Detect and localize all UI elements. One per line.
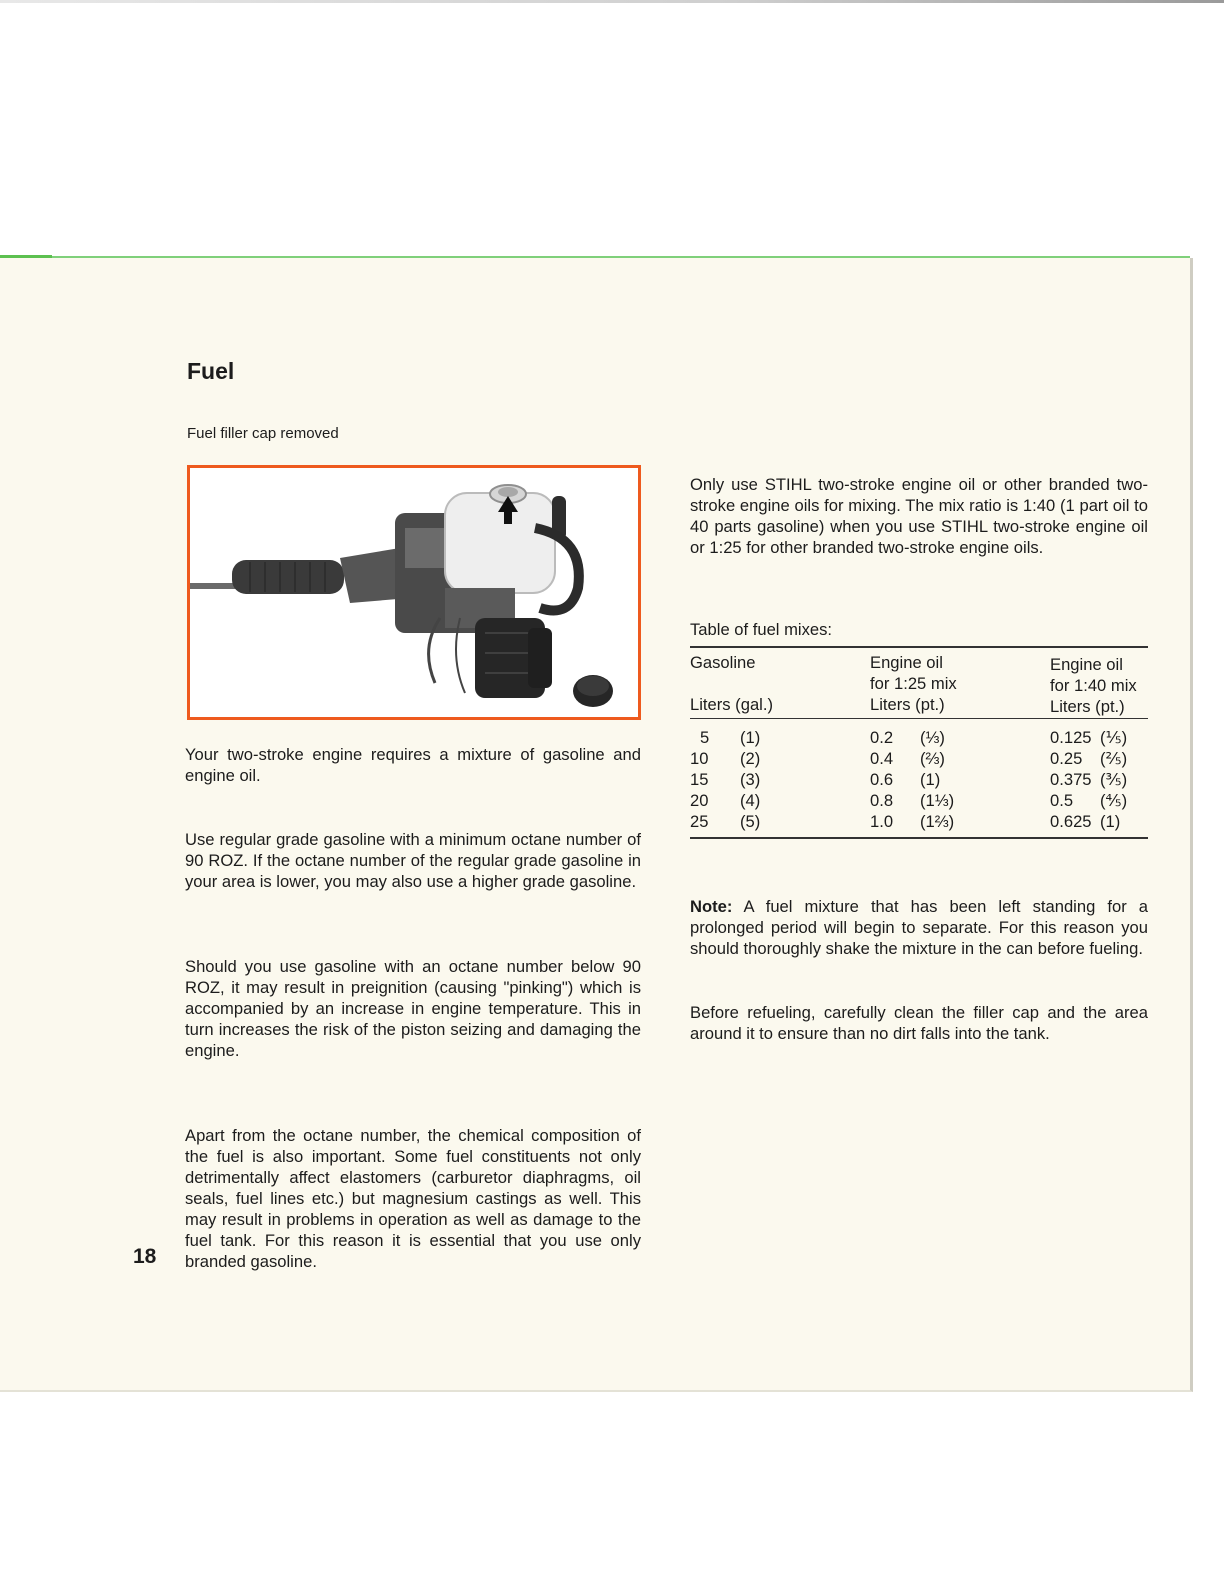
header-gasoline: Gasoline Liters (gal.) <box>690 652 773 714</box>
table-row: 15 (3) 0.6 (1) 0.375 (⅗) <box>690 770 1128 789</box>
header-oil-1-25: Engine oil for 1:25 mix Liters (pt.) <box>870 652 957 714</box>
intro-paragraph: Your two-stroke engine requires a mixture of gasoline and engine oil. <box>185 745 641 785</box>
table-row: 25 (5) 1.0 (1⅔) 0.625 (1) <box>690 812 1121 831</box>
note-label: Note: <box>690 897 733 916</box>
note-paragraph <box>690 896 1148 959</box>
table-header <box>690 648 1148 718</box>
fuel-mix-table <box>690 646 1148 839</box>
engine-photo-frame <box>187 465 641 720</box>
page-title: Fuel <box>187 358 235 384</box>
figure-caption: Fuel filler cap removed <box>187 425 339 442</box>
table-row: 10 (2) 0.4 (⅔) 0.25 (⅖) <box>690 749 1128 768</box>
note-text: A fuel mixture that has been left standing for a prolonged period will begin to separate. For this reason you should thoroughly shake the mixture in the can before fueling. <box>690 897 1148 958</box>
refuel-paragraph: Before refueling, carefully clean the filler cap and the area around it to ensure than no dirt falls into the tank. <box>690 1003 1148 1043</box>
table-bottom-rule <box>690 837 1148 839</box>
page-number: 18 <box>133 1245 157 1268</box>
table-title: Table of fuel mixes: <box>690 620 833 639</box>
preignition-paragraph: Should you use gasoline with an octane number below 90 ROZ, it may result in preignition (causing "pinking") which is accompanied by an increase in engine temperature. This in turn increases the risk of the piston seizing and damaging the engine. <box>185 957 641 1060</box>
octane-paragraph: Use regular grade gasoline with a minimum octane number of 90 ROZ. If the octane number of the regular grade gasoline in your area is lower, you may also use a higher grade gasoline. <box>185 830 641 891</box>
mix-ratio-paragraph: Only use STIHL two-stroke engine oil or other branded two-stroke engine oils for mixing. The mix ratio is 1:40 (1 part oil to 40 parts gasoline) when you use STIHL two-stroke engine oil or 1:25 for other branded two-stroke engine oils. <box>690 475 1148 557</box>
composition-paragraph: Apart from the octane number, the chemical composition of the fuel is also important. Some fuel constituents not only detrimentally affect elastomers (carburetor diaphragms, oil seals, fuel lines etc.) but magnesium castings as well. This may result in problems in operation as well as damage to the fuel tank. For this reason it is essential that you use only branded gasoline. <box>185 1126 641 1271</box>
table-row: 5 (1) 0.2 (⅓) 0.125 (⅕) <box>700 728 1128 747</box>
engine-photo <box>190 468 638 717</box>
table-body <box>690 719 1148 837</box>
scan-top-edge <box>0 0 1224 3</box>
table-row: 20 (4) 0.8 (1⅓) 0.5 (⅘) <box>690 791 1128 810</box>
header-oil-1-40: Engine oil for 1:40 mix Liters (pt.) <box>1050 654 1137 716</box>
